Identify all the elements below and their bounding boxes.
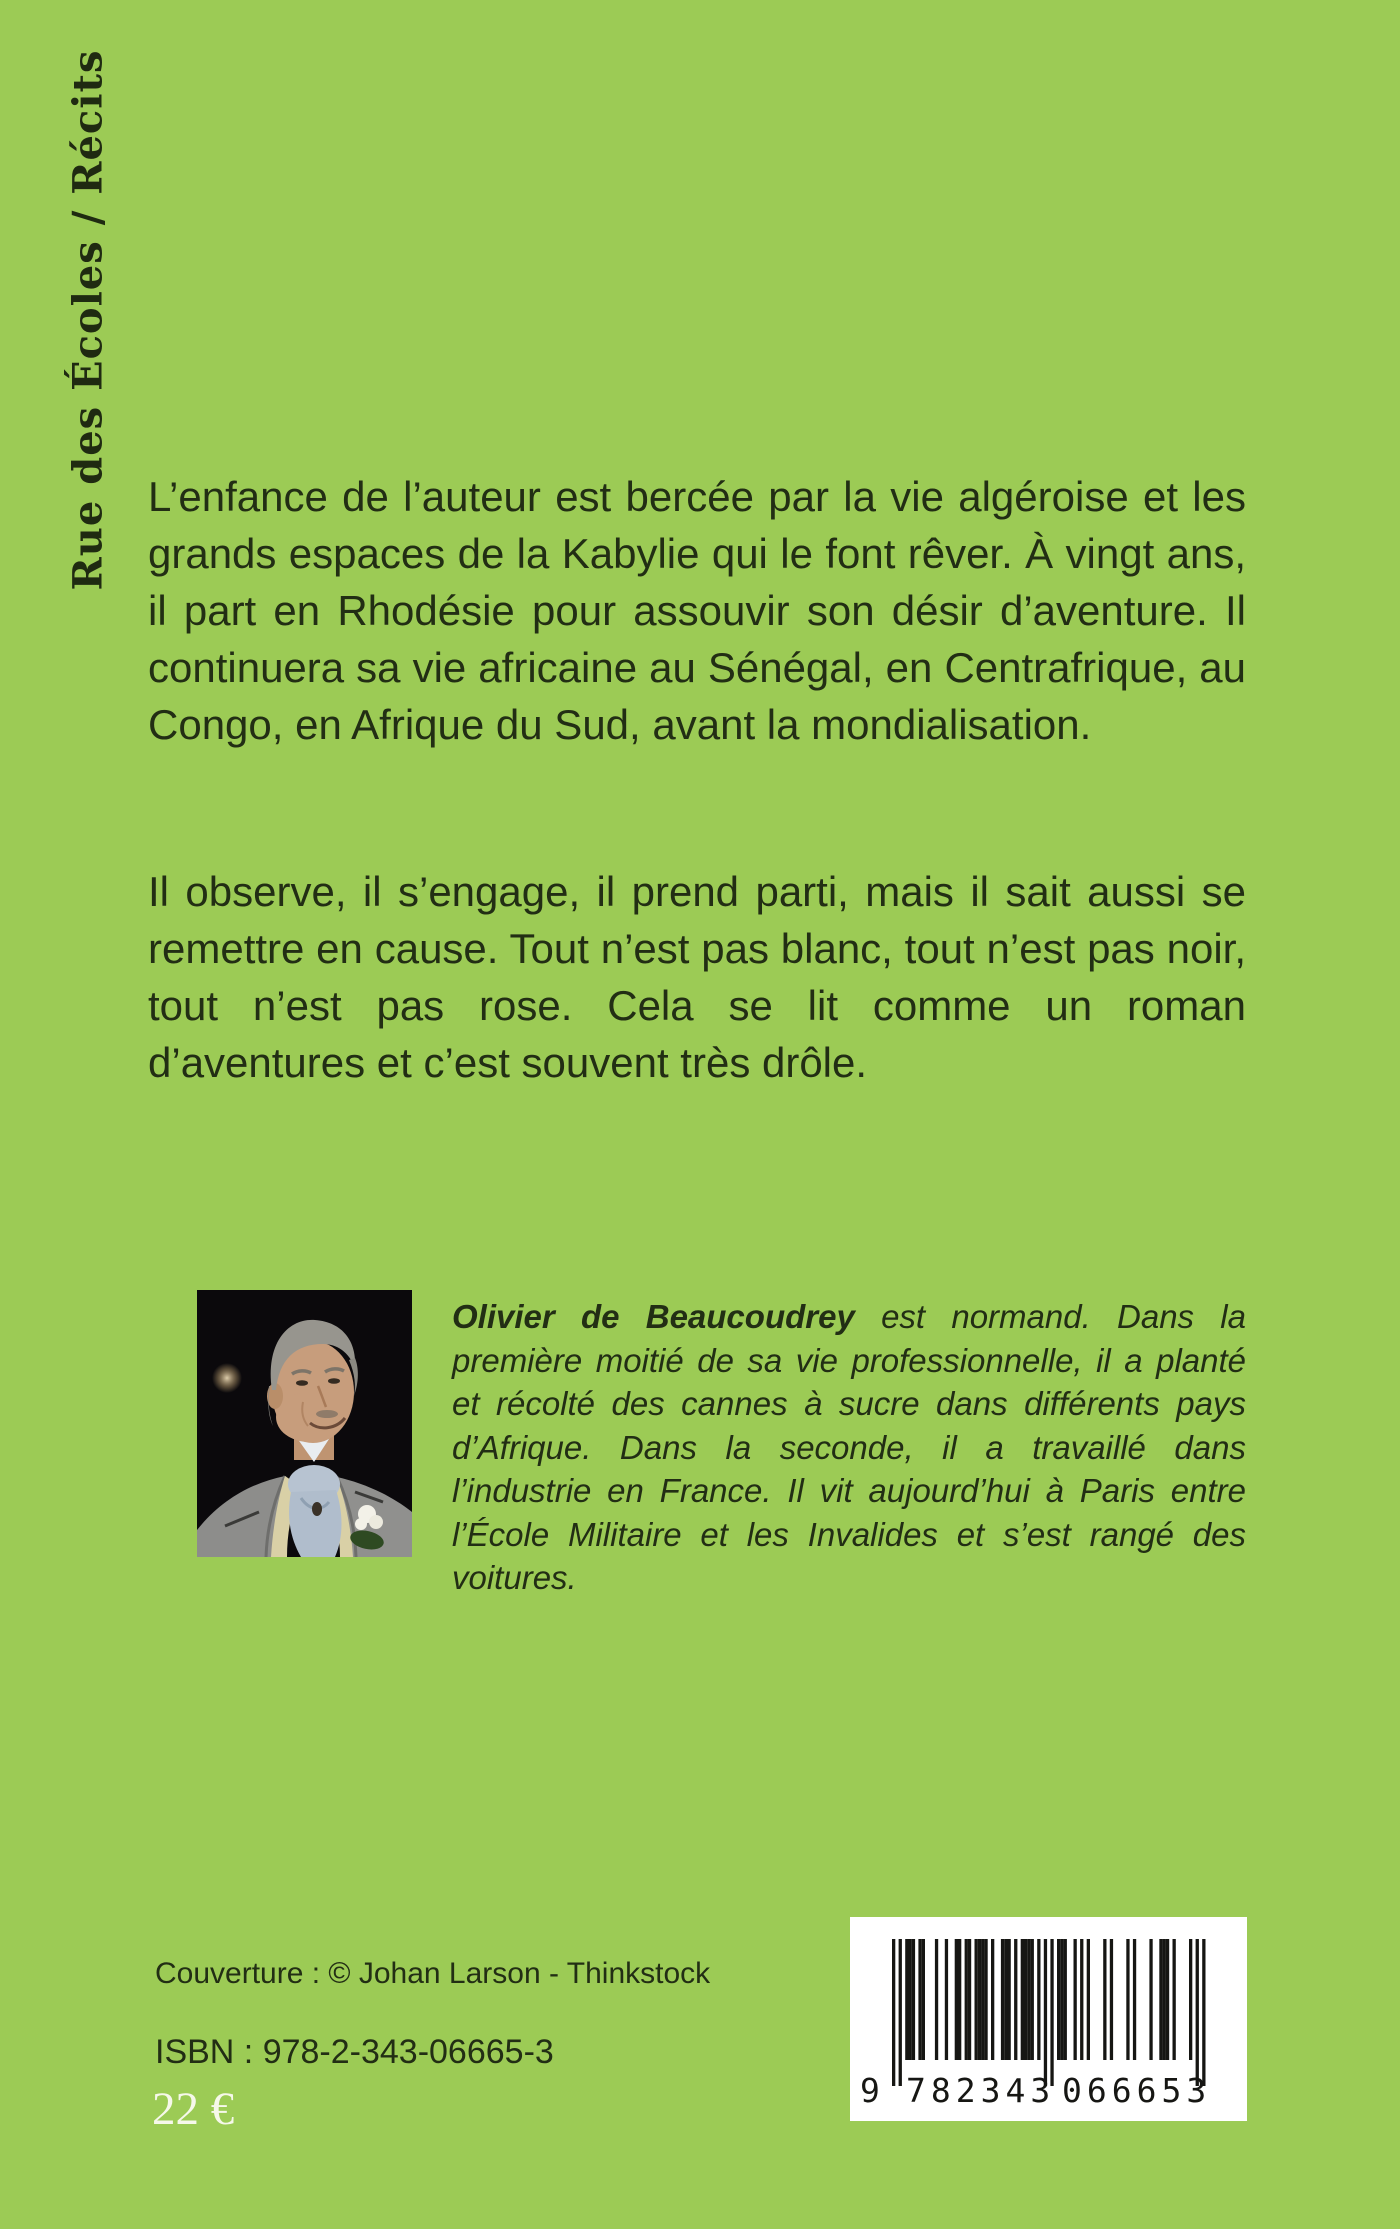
synopsis-paragraph-1: L’enfance de l’auteur est bercée par la vie algéroise et les grands espaces de la Kabylie qui le font rêver. À vingt ans, il part en Rhodésie pour assouvir son désir d’aventure. Il continuera sa vie africaine au Sénégal, en Centrafrique, au Congo, en Afrique du Sud, avant la mondialisation.	[148, 473, 1246, 748]
price-label: 22 €	[152, 2083, 235, 2135]
author-name: Olivier de Beaucoudrey	[452, 1298, 855, 1335]
barcode-digits-group2: 066653	[1062, 2071, 1212, 2110]
author-portrait-illustration	[197, 1290, 412, 1557]
author-bio	[452, 1295, 1246, 1600]
ean13-barcode	[892, 1939, 1206, 2086]
isbn-line: ISBN : 978-2-343-06665-3	[155, 2033, 554, 2071]
cover-credit-line: Couverture : © Johan Larson - Thinkstock	[155, 1957, 711, 1990]
synopsis-paragraph-2: Il observe, il s’engage, il prend parti, mais il sait aussi se remettre en cause. Tout n’est pas blanc, tout n’est pas noir, tout n’est pas rose. Cela se lit comme un roman d’aventures et c’est souvent très drôle.	[148, 868, 1246, 1086]
collection-label: Rue des Écoles / Récits	[64, 49, 112, 591]
barcode-digits-group1: 782343	[906, 2071, 1056, 2110]
barcode-digit-left: 9	[860, 2071, 880, 2110]
author-photo	[197, 1290, 412, 1557]
barcode-panel	[850, 1917, 1247, 2121]
author-bio-text: est normand. Dans la première moitié de sa vie professionnelle, il a planté et récolté des cannes à sucre dans différents pays d’Afrique. Dans la seconde, il a travaillé dans l’industrie en France. Il vit aujourd’hui à Paris entre l’École Militaire et les Invalides et s’est rangé des voitures.	[452, 1298, 1246, 1596]
